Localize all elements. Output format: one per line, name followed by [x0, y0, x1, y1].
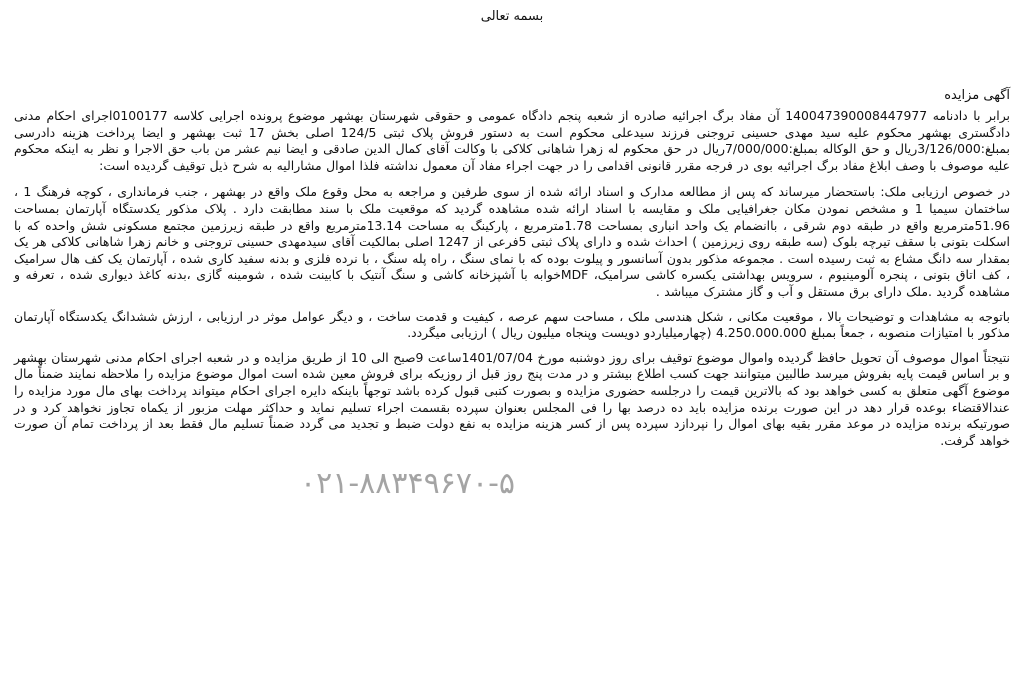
- notice-title: آگهی مزایده: [944, 88, 1010, 103]
- paragraph-execution-order: برابر با دادنامه 140047390008447977 آن مفاد برگ اجرائیه صادره از شعبه پنجم دادگاه عمومی و حقوقی شهرستان بهشهر موضوع پرونده اجرایی کلاسه 0100177اجرای احکام مدنی دادگستری بهشهر محکوم علیه سید مهدی حسینی تروجنی فرزند سیدعلی محکوم است به دستور فروش پلاک ثبتی 124/5 اصلی بخش 17 ثبت بهشهر و ایضا پرداخت هزینه دادرسی بمبلغ:3/126/000ریال و حق الوکاله بمبلغ:7/000/000ریال در حق محکوم له زهرا شاهانی کلاکی با وکالت آقای کمال الدین صادقی و ایضا نیم عشر من باب حق الاجرا و نظر به اینکه محکوم علیه موصوف با وصف ابلاغ مفاد برگ اجرائیه بوی در فرجه مقرر قانونی اقدامی را در جهت اجراء مفاد آن معمول نداشته فلذا اموال مشارالیه به شرح ذیل توقیف گردیده است:: [14, 108, 1011, 173]
- paragraph-property-appraisal: در خصوص ارزیابی ملک: باستحضار میرساند که پس از مطالعه مدارک و اسناد ارائه شده از سوی طرفین و مراجعه به محل وقوع ملک واقع در بهشهر ، جنب فرمانداری ، کوچه فرهنگ 1 ، ساختمان سیمیا 1 و مشخص نمودن مکان جغرافیایی ملک و مقایسه با اسناد ارائه شده مشاهده گردید که موقعیت ملک با سند مطابقت دارد . پلاک مذکور یکدستگاه آپارتمان بمساحت 51.96مترمربع واقع در طبقه دوم شرقی ، باانضمام یک واحد انباری بمساحت 1.78مترمربع ، پارکینگ به مساحت 13.14مترمربع واقع در طبقه زیرزمین مجتمع مسکونی شش واحده که با اسکلت بتونی با سقف تیرچه بلوک (سه طبقه روی زیرزمین ) احداث شده و دارای پلاک ثبتی 5فرعی از 1247 اصلی بمالکیت آقای سیدمهدی حسینی تروجنی و خانم زهرا شاهانی کلاکی هر یک بمقدار سه دانگ مشاع به ثبت رسیده است . مجموعه مذکور بدون آسانسور و پیلوت بوده که با نمای سنگ ، راه پله سنگ ، با نرده فلزی و بدنه سفید کاری شده ، آپارتمان یک کف هال سرامیک ، کف اتاق بتونی ، پنجره آلومینیوم ، سرویس بهداشتی یکسره کاشی سرامیک، MDFخوابه با آشپزخانه کاشی و سنگ آنتیک با کابینت شده ، شومینه گازی ،بدنه کاغذ دیواری شده ، تعرفه و مشاهده گردید .ملک دارای برق مستقل و آب و گاز مشترک میباشد .: [14, 184, 1010, 299]
- phone-watermark: ۰۲۱-۸۸۳۴۹۶۷۰-۵: [300, 466, 516, 501]
- paragraph-valuation: باتوجه به مشاهدات و توضیحات بالا ، موقعیت مکانی ، شکل هندسی ملک ، مساحت سهم عرصه ، کیفیت و قدمت ساخت ، و دیگر عوامل موثر در ارزیابی ، ارزش ششدانگ یکدستگاه آپارتمان مذکور با امتیازات منصوبه ، جمعاً بمبلغ 4.250.000.000 (چهارمیلیاردو دویست وپنجاه میلیون ریال ) ارزیابی میگردد.: [14, 308, 1010, 341]
- basmala-heading: بسمه تعالی: [480, 9, 544, 24]
- paragraph-auction-terms: نتیجتاً اموال موصوف آن تحویل حافظ گردیده واموال موضوع توقیف برای روز دوشنبه مورخ 1401/07/04ساعت 9صبح الی 10 از طریق مزایده و در شعبه اجرای احکام مدنی شهرستان بهشهر و بر اساس قیمت پایه بفروش میرسد طالبین میتوانند جهت کسب اطلاع بیشتر و در مدت پنج روز قبل از روزیکه برای فروش معین شده است اموال موضوع مزایده را ملاحظه نمایند ضمناً مال موضوع آگهی متعلق به کسی خواهد بود که بالاترین قیمت را درجلسه حضوری مزایده و بصورت کتبی قبول کرده باشد توجهاً باینکه دایره اجرای احکام میتواند پرداخت بهای مال مورد مزایده را عندالاقتضاء بوعده قرار دهد در این صورت برنده مزایده باید ده درصد بها را فی المجلس بعنوان سپرده بقسمت اجراء تسلیم نماید و حداکثر مهلت مزبور از یکماه تجاوز نخواهد کرد و در صورتیکه برنده مزایده در موعد مقرر بقیه بهای اموال را نپردازد سپرده پس از کسر هزینه مزایده به نفع دولت ضبط و تجدید می گردد ضمناً تسلیم مال فقط بعد از پرداخت تمام آن صورت خواهد گرفت.: [14, 349, 1010, 448]
